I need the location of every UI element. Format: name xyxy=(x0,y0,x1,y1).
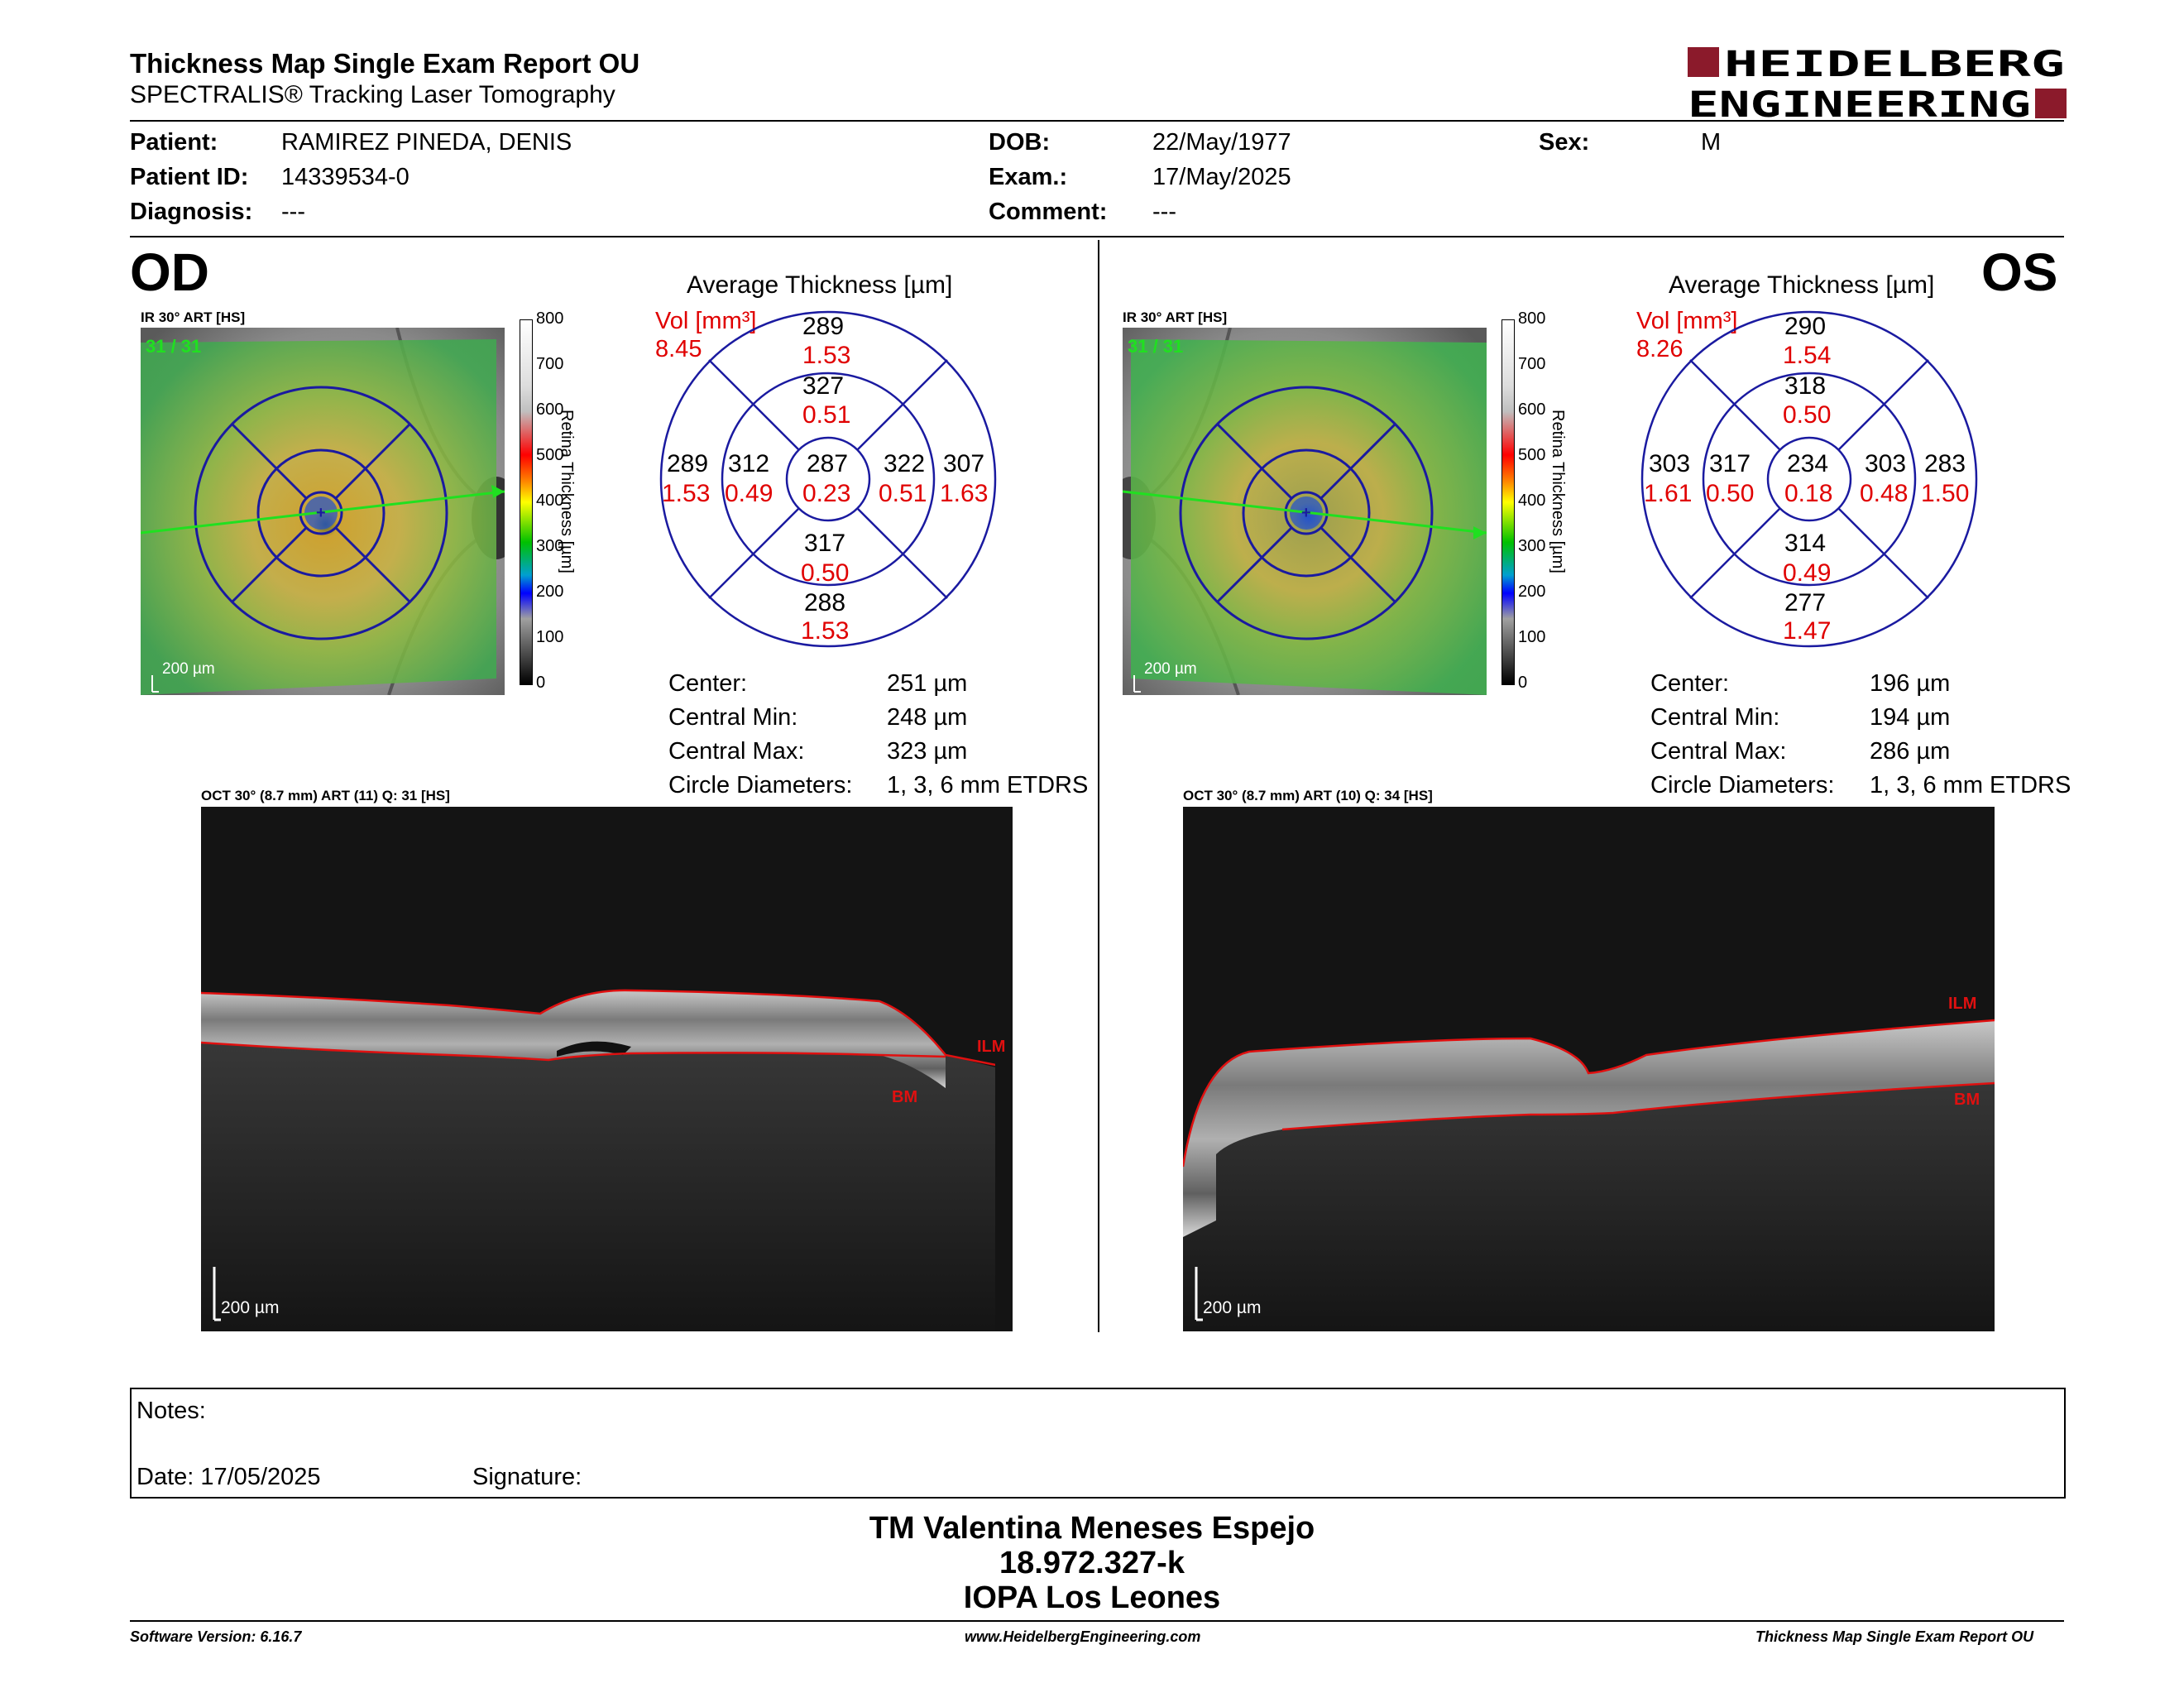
os-eye-label: OS xyxy=(1981,242,2058,302)
os-central-max-label: Central Max: xyxy=(1650,738,1787,765)
os-outer-sup-volume: 1.54 xyxy=(1783,342,1832,369)
os-outer-left-volume: 1.61 xyxy=(1644,480,1693,507)
svg-text:+: + xyxy=(316,504,326,522)
os-central-min-value: 194 µm xyxy=(1870,704,1951,731)
eye-divider xyxy=(1098,240,1099,1332)
os-tick: 500 xyxy=(1518,446,1546,464)
od-outer-sup-thickness: 289 xyxy=(802,313,845,340)
os-tick: 0 xyxy=(1518,674,1528,692)
os-tick: 100 xyxy=(1518,628,1546,646)
os-center-thickness: 234 xyxy=(1787,450,1829,477)
signer-rut: 18.972.327-k xyxy=(999,1546,1185,1580)
od-tick: 700 xyxy=(536,355,564,373)
sex-label: Sex: xyxy=(1539,129,1590,156)
od-inner-inf-thickness: 317 xyxy=(804,530,846,557)
website-link[interactable]: www.HeidelbergEngineering.com xyxy=(965,1628,1201,1645)
os-outer-inf-thickness: 277 xyxy=(1784,589,1827,616)
os-inner-left-thickness: 317 xyxy=(1709,450,1751,477)
sex-value: M xyxy=(1701,129,1722,156)
os-fundus-scale: 200 µm xyxy=(1144,660,1197,678)
footer-report-name: Thickness Map Single Exam Report OU xyxy=(1755,1628,2034,1645)
report-title: Thickness Map Single Exam Report OU xyxy=(130,48,640,79)
os-inner-sup-volume: 0.50 xyxy=(1783,401,1832,429)
os-fundus-image xyxy=(1123,328,1487,695)
od-central-min-value: 248 µm xyxy=(887,704,968,731)
od-oct-scale: 200 µm xyxy=(221,1298,280,1317)
exam-label: Exam.: xyxy=(989,164,1068,190)
os-outer-inf-volume: 1.47 xyxy=(1783,617,1832,645)
od-eye-label: OD xyxy=(130,242,209,302)
os-outer-left-thickness: 303 xyxy=(1649,450,1691,477)
os-tick: 200 xyxy=(1518,583,1546,601)
os-inner-right-thickness: 303 xyxy=(1865,450,1907,477)
od-outer-sup-volume: 1.53 xyxy=(802,342,851,369)
signer-org: IOPA Los Leones xyxy=(963,1580,1221,1615)
os-outer-right-volume: 1.50 xyxy=(1921,480,1970,507)
od-tick: 200 xyxy=(536,583,564,601)
od-outer-left-thickness: 289 xyxy=(667,450,709,477)
os-oct-label: OCT 30° (8.7 mm) ART (10) Q: 34 [HS] xyxy=(1183,788,1433,803)
od-vol-value: 8.45 xyxy=(655,336,702,362)
od-outer-left-volume: 1.53 xyxy=(662,480,711,507)
od-fundus-scale: 200 µm xyxy=(162,660,215,678)
od-inner-left-thickness: 312 xyxy=(728,450,770,477)
od-avg-title: Average Thickness [µm] xyxy=(687,271,953,299)
od-outer-right-volume: 1.63 xyxy=(940,480,989,507)
report-subtitle: SPECTRALIS® Tracking Laser Tomography xyxy=(130,81,615,108)
os-outer-sup-thickness: 290 xyxy=(1784,313,1827,340)
od-outer-right-thickness: 307 xyxy=(943,450,985,477)
od-outer-inf-volume: 1.53 xyxy=(801,617,850,645)
logo-line1: HEIDELBERG xyxy=(1724,46,2065,85)
os-avg-title: Average Thickness [µm] xyxy=(1669,271,1935,299)
os-circle-diam-label: Circle Diameters: xyxy=(1650,772,1835,798)
os-center-volume: 0.18 xyxy=(1784,480,1833,507)
patient-value: RAMIREZ PINEDA, DENIS xyxy=(281,129,572,156)
os-central-max-value: 286 µm xyxy=(1870,738,1951,765)
exam-value: 17/May/2025 xyxy=(1152,164,1291,190)
dob-label: DOB: xyxy=(989,129,1051,156)
os-inner-right-volume: 0.48 xyxy=(1860,480,1909,507)
od-colorbar xyxy=(520,319,533,685)
od-ir-label: IR 30° ART [HS] xyxy=(141,309,246,325)
os-ir-label: IR 30° ART [HS] xyxy=(1123,309,1228,325)
od-center-volume: 0.23 xyxy=(802,480,851,507)
od-inner-inf-volume: 0.50 xyxy=(801,559,850,587)
os-vol-label: Vol [mm³] xyxy=(1636,308,1738,334)
dob-value: 22/May/1977 xyxy=(1152,129,1291,156)
od-inner-left-volume: 0.49 xyxy=(725,480,774,507)
os-center-label: Center: xyxy=(1650,670,1730,697)
os-central-min-label: Central Min: xyxy=(1650,704,1780,731)
svg-text:+: + xyxy=(1301,504,1311,522)
od-oct-label: OCT 30° (8.7 mm) ART (11) Q: 31 [HS] xyxy=(201,788,450,803)
patient-rule xyxy=(130,236,2064,237)
os-vol-value: 8.26 xyxy=(1636,336,1684,362)
od-center-label: Center: xyxy=(668,670,748,697)
od-ir-count: 31 / 31 xyxy=(146,336,202,357)
diagnosis-label: Diagnosis: xyxy=(130,199,253,225)
os-tick: 600 xyxy=(1518,400,1546,419)
notes-date: Date: 17/05/2025 xyxy=(136,1464,321,1490)
od-oct-scan xyxy=(201,807,1013,1331)
os-outer-right-thickness: 283 xyxy=(1924,450,1966,477)
os-inner-left-volume: 0.50 xyxy=(1706,480,1755,507)
patient-label: Patient: xyxy=(130,129,218,156)
od-tick: 500 xyxy=(536,446,564,464)
os-oct-scan xyxy=(1183,807,1995,1331)
software-version: Software Version: 6.16.7 xyxy=(130,1628,302,1645)
od-tick: 0 xyxy=(536,674,546,692)
signature-label: Signature: xyxy=(472,1464,582,1490)
os-tick: 300 xyxy=(1518,537,1546,555)
os-tick: 800 xyxy=(1518,309,1546,328)
od-tick: 400 xyxy=(536,492,564,510)
od-circle-diam-label: Circle Diameters: xyxy=(668,772,853,798)
os-inner-inf-volume: 0.49 xyxy=(1783,559,1832,587)
os-oct-ilm: ILM xyxy=(1948,995,1977,1013)
od-center-value: 251 µm xyxy=(887,670,968,697)
od-oct-bm: BM xyxy=(892,1088,918,1106)
od-center-thickness: 287 xyxy=(807,450,849,477)
signer-name: TM Valentina Meneses Espejo xyxy=(869,1511,1315,1546)
od-vol-label: Vol [mm³] xyxy=(655,308,757,334)
od-circle-diam-value: 1, 3, 6 mm ETDRS xyxy=(887,772,1089,798)
patient-id-label: Patient ID: xyxy=(130,164,249,190)
od-colorbar-label: Retina Thickness [µm] xyxy=(558,410,576,573)
od-inner-sup-thickness: 327 xyxy=(802,372,845,400)
patient-id-value: 14339534-0 xyxy=(281,164,410,190)
od-central-min-label: Central Min: xyxy=(668,704,798,731)
os-circle-diam-value: 1, 3, 6 mm ETDRS xyxy=(1870,772,2071,798)
os-colorbar-label: Retina Thickness [µm] xyxy=(1549,410,1567,573)
os-tick: 400 xyxy=(1518,492,1546,510)
os-colorbar xyxy=(1502,319,1515,685)
os-inner-inf-thickness: 314 xyxy=(1784,530,1827,557)
od-tick: 300 xyxy=(536,537,564,555)
od-fundus-image xyxy=(141,328,505,695)
od-inner-right-thickness: 322 xyxy=(884,450,926,477)
notes-label: Notes: xyxy=(136,1398,206,1424)
od-inner-sup-volume: 0.51 xyxy=(802,401,851,429)
os-oct-bm: BM xyxy=(1954,1091,1980,1109)
od-outer-inf-thickness: 288 xyxy=(804,589,846,616)
od-oct-ilm: ILM xyxy=(977,1038,1006,1056)
os-tick: 700 xyxy=(1518,355,1546,373)
od-inner-right-volume: 0.51 xyxy=(879,480,927,507)
comment-value: --- xyxy=(1152,199,1176,225)
os-oct-scale: 200 µm xyxy=(1203,1298,1262,1317)
logo-line2: ENGINEERING xyxy=(1688,84,2031,120)
od-central-max-value: 323 µm xyxy=(887,738,968,765)
os-ir-count: 31 / 31 xyxy=(1128,336,1184,357)
notes-box xyxy=(130,1388,2066,1499)
od-tick: 100 xyxy=(536,628,564,646)
od-central-max-label: Central Max: xyxy=(668,738,805,765)
comment-label: Comment: xyxy=(989,199,1108,225)
os-center-value: 196 µm xyxy=(1870,670,1951,697)
od-tick: 600 xyxy=(536,400,564,419)
os-inner-sup-thickness: 318 xyxy=(1784,372,1827,400)
od-tick: 800 xyxy=(536,309,564,328)
diagnosis-value: --- xyxy=(281,199,305,225)
footer-rule xyxy=(130,1620,2064,1622)
header-rule xyxy=(130,120,2064,122)
heidelberg-logo xyxy=(1688,46,2068,120)
